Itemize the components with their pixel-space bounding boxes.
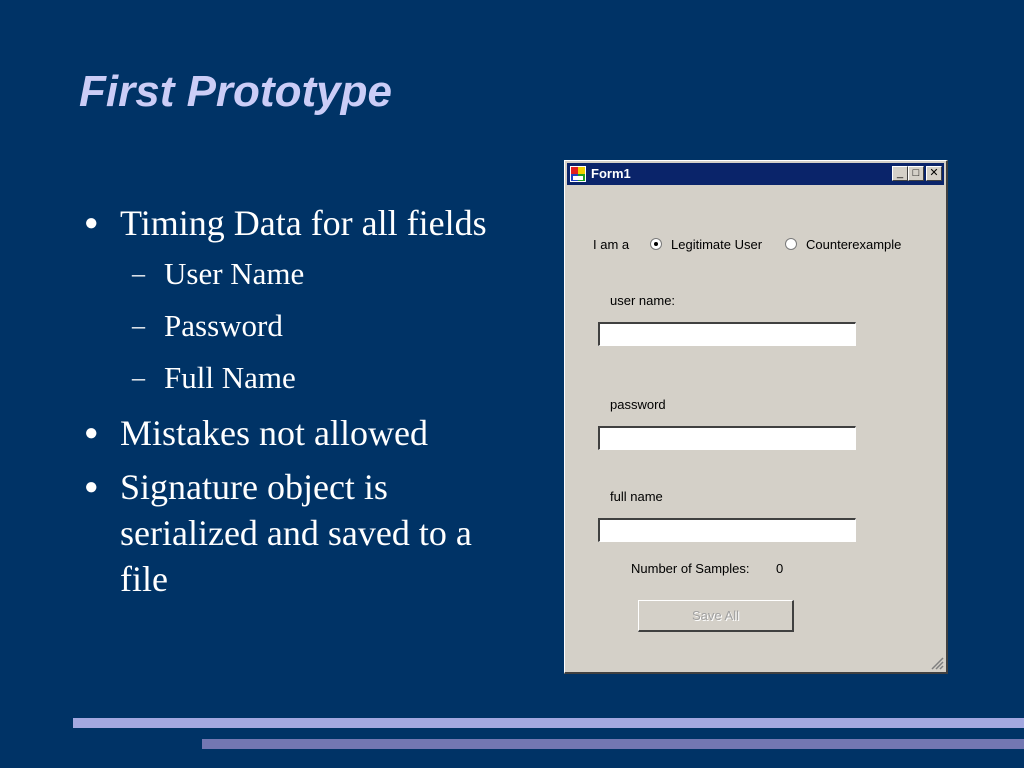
radio-counterexample-label[interactable]: Counterexample	[806, 237, 902, 252]
sub-bullet-item	[80, 254, 520, 294]
window-titlebar[interactable]	[567, 163, 944, 185]
fullname-input[interactable]	[598, 518, 856, 542]
bullet-dot-icon: ●	[84, 420, 99, 446]
sub-bullet-item	[80, 306, 520, 346]
bullet-item	[80, 410, 520, 456]
sub-bullet-list	[80, 254, 520, 398]
minimize-button[interactable]: _	[892, 166, 908, 181]
bullet-text: Signature object is serialized and saved to a file	[120, 467, 472, 599]
dash-icon: –	[132, 311, 145, 340]
bullet-text: Mistakes not allowed	[120, 413, 428, 453]
radio-legitimate-user[interactable]	[650, 238, 662, 250]
dash-icon: –	[132, 259, 145, 288]
bullet-text: Timing Data for all fields	[120, 203, 487, 243]
radio-legitimate-label[interactable]: Legitimate User	[671, 237, 763, 252]
username-input[interactable]	[598, 322, 856, 346]
sub-bullet-text: Full Name	[164, 360, 296, 395]
sub-bullet-text: Password	[164, 308, 283, 343]
role-prompt-label: I am a	[593, 237, 630, 252]
bullet-list	[80, 200, 520, 610]
form-app-icon	[570, 166, 586, 182]
bullet-dot-icon: ●	[84, 474, 99, 500]
form1-window	[564, 160, 948, 674]
samples-count-label: Number of Samples:	[631, 561, 750, 576]
slide-title: First Prototype	[79, 67, 392, 116]
window-title: Form1	[591, 166, 631, 181]
fullname-label: full name	[610, 489, 663, 504]
decorative-bar-top	[73, 718, 1024, 728]
close-button[interactable]: ✕	[926, 166, 942, 181]
sub-bullet-text: User Name	[164, 256, 305, 291]
bullet-dot-icon: ●	[84, 210, 99, 236]
username-label: user name:	[610, 293, 676, 308]
bullet-item	[80, 464, 520, 602]
samples-count-value: 0	[776, 561, 784, 576]
save-all-button[interactable]: Save All	[638, 600, 794, 632]
dash-icon: –	[132, 363, 145, 392]
decorative-bar-bottom	[202, 739, 1024, 749]
radio-counterexample[interactable]	[785, 238, 797, 250]
password-input[interactable]	[598, 426, 856, 450]
password-label: password	[610, 397, 666, 412]
bullet-item	[80, 200, 520, 246]
sub-bullet-item	[80, 358, 520, 398]
maximize-button[interactable]: □	[908, 166, 924, 181]
resize-grip-icon[interactable]	[930, 656, 944, 670]
